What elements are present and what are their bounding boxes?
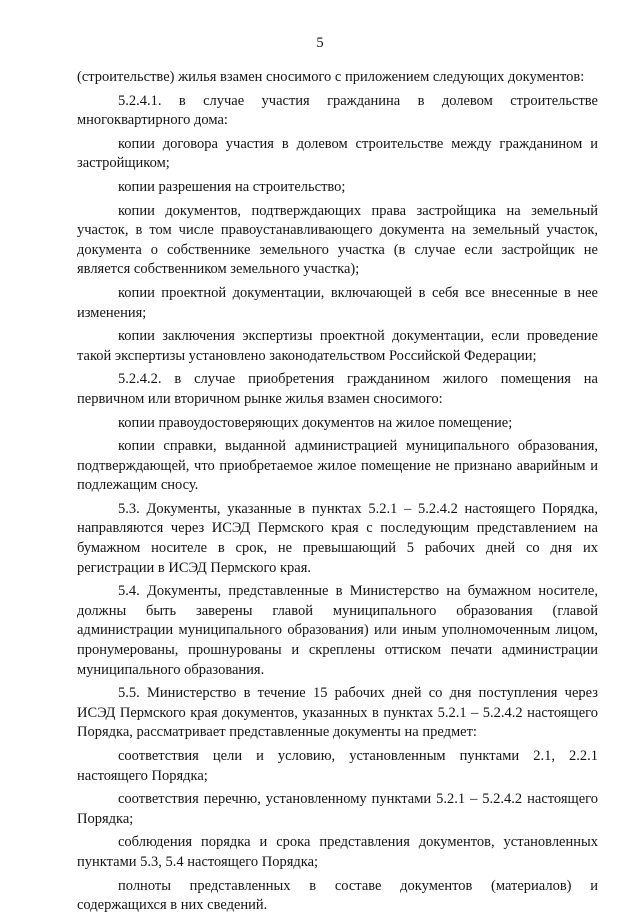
paragraph-documents-list-continuation: (строительстве) жилья взамен сносимого с приложением следующих документов: xyxy=(77,69,585,85)
paragraph-5-4: 5.4. Документы, представленные в Министерство на бумажном носителе, должны быть заверены главой муниципального образования (главой администрации муниципального образования) или иным уполномоченным лицом, пронумерованы, прошнурованы и скреплены оттиском печати администрации муниципального образования. xyxy=(77,583,598,678)
paragraph-5-2-4-2: 5.2.4.2. в случае приобретения гражданином жилого помещения на первичном или вторичном рынке жилья взамен сносимого: xyxy=(77,371,598,407)
paragraph-administration-certificate: копии справки, выданной администрацией муниципального образования, подтверждающей, что приобретаемое жилое помещение не признано аварийным и подлежащим сносу. xyxy=(77,438,598,494)
paragraph-5-3: 5.3. Документы, указанные в пунктах 5.2.1 – 5.2.4.2 настоящего Порядка, направляются через ИСЭД Пермского края с последующим представлением на бумажном носителе в срок, не превышающий 5 рабочих дней со дня их регистрации в ИСЭД Пермского края. xyxy=(77,500,598,576)
paragraph-list-compliance: соответствия перечню, установленному пунктами 5.2.1 – 5.2.4.2 настоящего Порядка; xyxy=(77,791,598,827)
paragraph-project-documentation: копии проектной документации, включающей в себя все внесенные в нее изменения; xyxy=(77,284,598,321)
paragraph-procedure-compliance: соблюдения порядка и срока представления документов, установленных пунктами 5.3, 5.4 настоящего Порядка; xyxy=(77,834,598,870)
paragraph-goal-compliance: соответствия цели и условию, установленным пунктами 2.1, 2.2.1 настоящего Порядка; xyxy=(77,748,598,784)
paragraph-contract-copies: копии договора участия в долевом строительстве между гражданином и застройщиком; xyxy=(77,135,598,172)
document-body xyxy=(77,68,598,920)
paragraph-permit-copies: копии разрешения на строительство; xyxy=(118,178,346,195)
paragraph-5-2-4-1: 5.2.4.1. в случае участия гражданина в долевом строительстве многоквартирного дома: xyxy=(77,92,598,129)
paragraph-5-5: 5.5. Министерство в течение 15 рабочих дней со дня поступления через ИСЭД Пермского края документов, указанных в пунктах 5.2.1 – 5.2.4.2 настоящего Порядка, рассматривает представленные документы на предмет: xyxy=(77,685,598,741)
paragraph-land-rights-copies: копии документов, подтверждающих права застройщика на земельный участок, в том числе правоустанавливающего документа на земельный участок, документа о собственнике земельного участка (в случае если застройщик не является собственником земельного участка); xyxy=(77,202,598,278)
paragraph-expertise-conclusion: копии заключения экспертизы проектной документации, если проведение такой экспертизы установлено законодательством Российской Федерации; xyxy=(77,328,598,364)
page-number: 5 xyxy=(316,35,324,51)
paragraph-title-documents: копии правоудостоверяющих документов на жилое помещение; xyxy=(118,414,513,431)
paragraph-completeness: полноты представленных в составе документов (материалов) и содержащихся в них сведений. xyxy=(77,877,598,914)
